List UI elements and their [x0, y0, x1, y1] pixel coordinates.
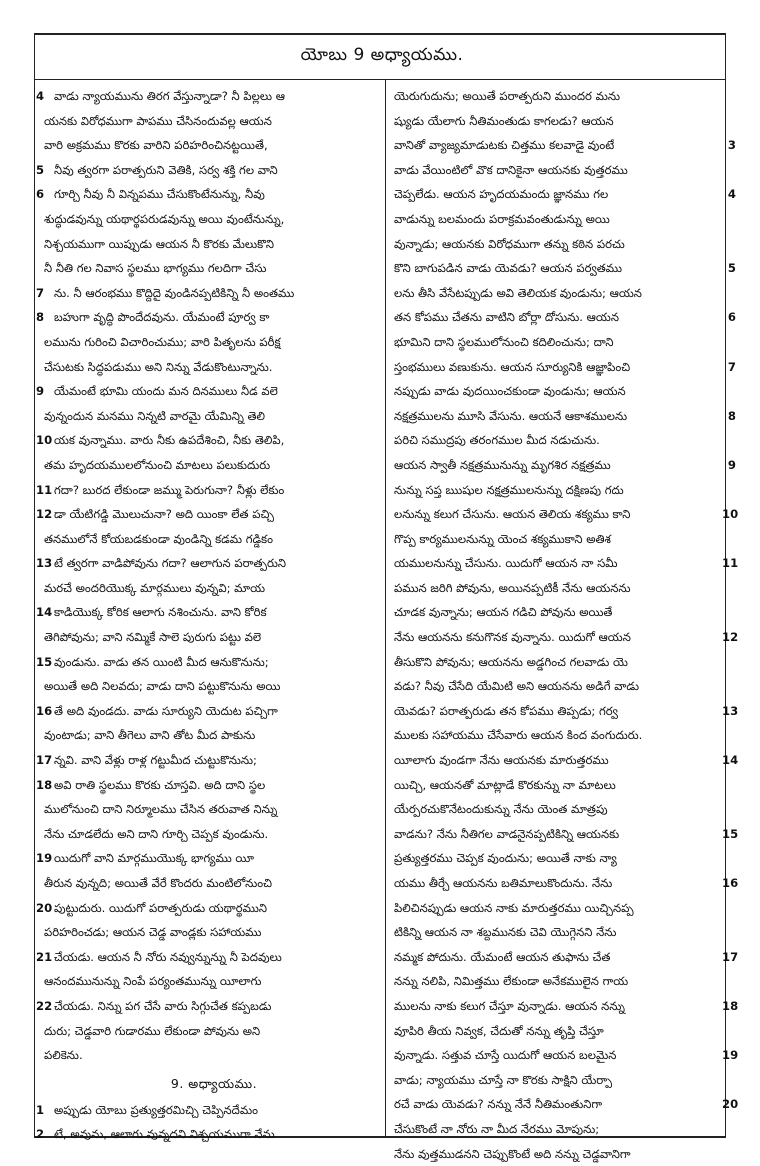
text-line [394, 256, 734, 281]
text-line [394, 133, 734, 158]
text-line [36, 748, 384, 773]
verse-number: 17 [722, 949, 739, 964]
line-text: లమును గురించి విచారించుము; వారి పితృలను పరీక్ష [44, 334, 281, 349]
line-text: చూడక వున్నాను; ఆయన గడిచి పోవును అయితే [394, 605, 613, 620]
line-text: చేయడు. నిన్ను పగ చేసే వారు సిగ్గుచేత కప్పబడు [54, 998, 272, 1013]
text-line [394, 281, 734, 306]
line-text: వాడను? నేను నీతిగల వాడనైనప్పటికిన్ని ఆయనకు [394, 826, 620, 841]
text-line [44, 797, 384, 822]
text-line [394, 330, 734, 355]
text-line [394, 502, 739, 527]
text-line [394, 674, 734, 699]
verse-number: 3 [727, 138, 736, 153]
line-text: పిలిచినప్పుడు ఆయన నాకు మారుత్తరము యిచ్చినప్ప [394, 900, 634, 915]
text-line [36, 379, 384, 404]
line-text: తీసుకొని పోవును; ఆయనను అడ్డగించ గలవాడు యె [394, 654, 628, 669]
line-text: చేసుటకు సిద్ధపడుము అని నిన్ను వేడుకొంటున్నాను. [44, 359, 273, 374]
line-text: ప్రత్యుత్తరము చెప్పక వుందును; అయితే నాకు న్యా [394, 851, 617, 866]
text-line [394, 1142, 734, 1166]
line-text: యనకు విరోధముగా పాపము చేసినందువల్ల ఆయన [44, 113, 272, 128]
line-text: నున్ను సప్త ఋషుల నక్షత్రములనున్ను దక్షిణపు గదు [394, 482, 624, 497]
line-text: నప్పుడు వాడు వుదయించకుండా వుండును; ఆయన [394, 384, 626, 399]
verse-number: 10 [36, 433, 53, 448]
line-text: తే అది వుండదు. వాడు సూర్యుని యెదుట పచ్చిగా [54, 703, 278, 718]
text-line [44, 355, 384, 380]
verse-number: 12 [36, 507, 53, 522]
text-line [36, 650, 384, 675]
text-line [394, 600, 734, 625]
line-text: నమ్మక పోదును. యేమంటే ఆయన తుఫాను చేత [394, 949, 611, 964]
text-line [394, 846, 734, 871]
text-line [44, 871, 384, 896]
line-text: కొని బాగుపడిన వాడు యెవడు? ఆయన పర్వతము [394, 261, 623, 276]
verse-number: 4 [727, 187, 736, 202]
header-rule [34, 79, 726, 80]
text-line [394, 1019, 734, 1044]
verse-number: 5 [36, 162, 45, 177]
verse-number: 19 [36, 851, 53, 866]
text-line [394, 379, 734, 404]
verse-number: 20 [36, 900, 53, 915]
line-text: ములను నాకు కలుగ చేస్తూ వున్నాడు. ఆయన నన్ను [394, 998, 625, 1013]
verse-number: 17 [36, 753, 53, 768]
line-text: పమున జరిగి పోవును, అయినప్పటికీ నేను ఆయనను [394, 580, 631, 595]
line-text: యీలాగు వుండగా నేను ఆయనకు మారుత్తరము [394, 753, 609, 768]
verse-number: 13 [722, 703, 739, 718]
line-text: దురు; చెడ్డవారి గుడారము లేకుండా పోవును అని [44, 1023, 261, 1038]
line-text: యెరుగుదును; అయితే పరాత్పరుని ముందర మను [394, 89, 621, 103]
line-text: ను. నీ ఆరంభము కొద్దిదై వుండినప్పటికిన్ని నీ అంతము [54, 285, 295, 300]
verse-number: 8 [36, 310, 45, 325]
verse-number: 4 [36, 89, 45, 103]
text-line [394, 1043, 739, 1068]
line-text: డా యేటిగడ్డి మొలుచునా? అది యింకా లేత పచ్చి [54, 507, 274, 522]
line-text: టే, అవును, ఆలాగు వున్నదని నిశ్చయముగా నేను [54, 1127, 275, 1142]
text-line [36, 551, 384, 576]
line-text: తీరున వున్నది; అయితే వేరే కొందరు మంటిలోనుంచి [44, 876, 272, 890]
line-text: అవి రాతి స్థలము కొరకు చూస్తవి. అది దాని స్థల [54, 777, 266, 792]
left-column [36, 84, 384, 1147]
text-line [44, 920, 384, 945]
verse-number: 5 [727, 261, 736, 276]
verse-number: 1 [36, 1102, 45, 1117]
text-line [36, 281, 384, 306]
text-line [394, 84, 734, 109]
verse-number: 6 [727, 310, 736, 325]
line-text: గొప్ప కార్యములనున్ను యెంచ శక్యముకాని అతిశ [394, 531, 611, 546]
line-text: వూపిరి తీయ నివ్వక, చేదుతో నన్ను తృప్తి చేస్తూ [394, 1023, 604, 1038]
text-line [36, 699, 384, 724]
line-text: యేమంటే భూమి యందు మన దినములు నీడ వలె [54, 384, 278, 399]
verse-number: 18 [36, 777, 53, 792]
line-text: ములకు సహాయము చేసేవారు ఆయన కింద వంగుదురు. [394, 728, 643, 743]
column-divider [385, 80, 386, 1136]
verse-number: 9 [36, 384, 45, 399]
text-line [44, 133, 384, 158]
line-text: పరిహరించడు; ఆయన చెడ్డ వాండ్లకు సహాయము [44, 925, 262, 940]
text-line [44, 527, 384, 552]
line-text: భూమిని దాని స్థలములోనుంచి కదిలించును; దాని [394, 334, 614, 349]
text-line [36, 1098, 384, 1123]
text-line [36, 846, 384, 871]
text-line [394, 576, 734, 601]
verse-number: 15 [36, 654, 53, 669]
text-line [36, 1122, 384, 1147]
text-line [36, 773, 384, 798]
text-line [44, 1019, 384, 1044]
verse-number: 10 [722, 507, 739, 522]
line-text: యేర్పరచుకొనేటందుకున్ను నేను యెంత మాత్రపు [394, 802, 608, 817]
line-text: నక్షత్రములను మూసి వేసును. ఆయనే ఆకాశములను [394, 408, 628, 423]
line-text: వున్నాడు; ఆయనకు విరోధముగా తన్ను కఠిన పరచు [394, 236, 625, 251]
top-border [34, 33, 726, 35]
verse-number: 13 [36, 556, 53, 571]
text-line [394, 994, 739, 1019]
line-text: స్తంభములు వణుకును. ఆయన సూర్యునికి ఆజ్ఞాపించి [394, 359, 631, 374]
line-text: అప్పుడు యోబు ప్రత్యుత్తరమిచ్చి చెప్పినదేమం [54, 1102, 259, 1117]
line-text: నేను వుత్తముడనని చెప్పుకొంటే అది నన్ను చెడ్డవానిగా [394, 1146, 631, 1161]
text-line [44, 207, 384, 232]
text-line [44, 822, 384, 847]
verse-number: 9 [727, 457, 736, 472]
text-line [36, 945, 384, 970]
line-text: చెప్పలేడు. ఆయన హృదయమందు జ్ఞానము గల [394, 187, 609, 202]
verse-number: 8 [727, 408, 736, 423]
text-line [394, 920, 734, 945]
line-text: లను తీసి వేసేటప్పుడు అవి తెలియక వుండును; ఆయన [394, 285, 642, 300]
text-line [394, 945, 739, 970]
text-line [394, 1117, 734, 1142]
text-line [36, 428, 384, 453]
text-line [36, 478, 384, 503]
text-line [36, 600, 384, 625]
line-text: నీ నీతి గల నివాస స్థలము భాగ్యము గలదిగా చేసు [44, 261, 267, 276]
text-line [44, 723, 384, 748]
line-text: తమ హృదయములలోనుంచి మాటలు పలుకుదురు [44, 457, 271, 472]
verse-number: 6 [36, 187, 45, 202]
line-text: వున్నాడు. సత్తువ చూస్తే యిదుగో ఆయన బలమైన [394, 1048, 617, 1063]
line-text: యిదుగో వాని మార్గముయొక్క భాగ్యము యీ [54, 851, 255, 866]
text-line [394, 797, 734, 822]
line-text: వున్నందున మనము నిన్నటి వారమై యేమిన్ని తెలి [44, 408, 266, 423]
text-line [394, 748, 739, 773]
verse-number: 11 [722, 556, 739, 571]
text-line [394, 650, 734, 675]
text-line [44, 674, 384, 699]
line-text: మరచే అందరియొక్క మార్గములు వున్నవి; మాయ [44, 580, 266, 595]
verse-number: 16 [36, 703, 53, 718]
line-text: పరిచి సముద్రపు తరంగముల మీద నడుచును. [394, 433, 600, 448]
verse-number: 22 [36, 998, 53, 1013]
line-text: లనున్ను కలుగ చేసును. ఆయన తెలియ శక్యము కాని [394, 507, 631, 522]
verse-number: 16 [722, 876, 739, 890]
text-line [36, 182, 384, 207]
line-text: బహుగా వృద్ధి పొందేదవును. యేమంటే పూర్వ కా [54, 310, 270, 325]
text-line [44, 576, 384, 601]
right-text-block [394, 84, 739, 1166]
text-line [394, 182, 734, 207]
line-text: తనములోనే కోయబడకుండా వుండిన్ని కడమ గడ్డికం [44, 531, 273, 546]
verse-number: 14 [722, 753, 739, 768]
text-line [44, 330, 384, 355]
left-text-block [36, 84, 384, 1068]
line-text: నేను ఆయనను కనుగొనక వున్నాను. యిదుగో ఆయన [394, 630, 631, 645]
verse-number: 11 [36, 482, 53, 497]
text-line [394, 207, 734, 232]
verse-number: 14 [36, 605, 53, 620]
left-border [34, 33, 35, 1138]
text-line [44, 404, 384, 429]
line-text: వాడు; న్యాయము చూస్తే నా కొరకు సాక్షిని యేర్పా [394, 1072, 613, 1087]
text-line [36, 84, 384, 109]
line-text: గూర్చి నీవు నీ విన్నపము చేసుకొంటేనున్ను, నీవు [54, 187, 265, 202]
line-text: చేసుకొంటే నా నోరు నా మీద నేరము మోపును; [394, 1121, 600, 1136]
line-text: వానితో వ్యాజ్యమాడుటకు చిత్తము కలవాడై వుంటే [394, 138, 615, 153]
text-line [44, 1043, 384, 1068]
verse-number: 18 [722, 998, 739, 1013]
text-line [394, 453, 734, 478]
text-line [394, 305, 734, 330]
line-text: గదా? బురద లేకుండా జమ్ము పెరుగునా? నీళ్లు లేకుం [54, 482, 285, 497]
line-text: వారి అక్రమము కొరకు వారిని పరిహరించినట్టయితే, [44, 138, 268, 153]
text-line [36, 158, 384, 183]
line-text: నన్ను నలిపి, నిమిత్తము లేకుండా అనేకములైన గాయ [394, 974, 629, 989]
page-title: యోబు 9 అధ్యాయము. [300, 45, 464, 65]
line-text: వాడు వేయింటిలో వొక దానికైనా ఆయనకు వుత్తరము [394, 162, 628, 177]
text-line [394, 158, 734, 183]
verse-number: 12 [722, 630, 739, 645]
line-text: యక వున్నాము. వారు నీకు ఉపదేశించి, నీకు తెలిపి, [54, 433, 285, 448]
text-line [394, 822, 739, 847]
text-line [36, 502, 384, 527]
left-text-block-after [36, 1098, 384, 1147]
line-text: న్నవి. వాని వేళ్లు రాళ్ల గట్టుమీద చుట్టుకొనును; [54, 753, 257, 768]
verse-number: 20 [722, 1097, 739, 1112]
text-line [394, 428, 734, 453]
text-line [394, 1068, 734, 1093]
text-line [394, 109, 734, 134]
text-line [44, 232, 384, 257]
text-line [44, 969, 384, 994]
line-text: నీవు త్వరగా పరాత్పరుని వెతికి, సర్వ శక్తి గల వాని [54, 162, 278, 177]
text-line [394, 232, 734, 257]
line-text: వుంటాడు; వాని తీగెలు వాని తోట మీద పాకును [44, 728, 256, 743]
line-text: నిశ్చయముగా యిప్పుడు ఆయన నీ కొరకు మేలుకొని [44, 236, 274, 251]
line-text: తన కోపము చేతను వాటిని బోర్లా దోసును. ఆయన [394, 310, 619, 325]
line-text: వుండును. వాడు తన యింటి మీద ఆనుకొనును; [54, 654, 269, 669]
chapter-heading: 9. అధ్యాయము. [170, 1075, 258, 1091]
text-line [394, 355, 734, 380]
line-text: ఆయన స్వాతీ నక్షత్రమునున్ను మృగశిర నక్షత్రము [394, 457, 611, 472]
verse-number: 7 [727, 359, 736, 374]
line-text: పుట్టుదురు. యిదుగో పరాత్పరుడు యథార్థముని [54, 900, 268, 915]
text-line [394, 404, 734, 429]
line-text: ష్యుడు యేలాగు నీతిమంతుడు కాగలడు? ఆయన [394, 113, 614, 128]
line-text: శుద్ధుడవున్ను యథార్థపరుడవున్ను అయి వుంటేనున్ను, [44, 211, 285, 226]
line-text: యములనున్ను చేసును. యిదుగో ఆయన నా సమీ [394, 556, 618, 571]
verse-number: 7 [36, 285, 45, 300]
line-text: ఆనందమునున్ను నింపే పర్యంతమున్ను యీలాగు [44, 974, 262, 989]
line-text: అయితే అది నిలవదు; వాడు దాని పట్టుకొనును అయి [44, 679, 281, 694]
line-text: పలికెను. [44, 1048, 83, 1063]
line-text: ములోనుంచి దాని నిర్మూలము చేసిన తరువాత నిన్ను [44, 802, 278, 817]
line-text: తెగిపోవును; వాని నమ్మికే సాలె పురుగు పట్టు వలె [44, 630, 262, 645]
page-header [38, 37, 726, 77]
right-column [394, 84, 739, 1166]
line-text: టికిన్ని ఆయన నా శబ్దమునకు చెవి యొగ్గెనని నేను [394, 925, 617, 940]
line-text: టే త్వరగా వాడిపోవును గదా? ఆలాగున పరాత్పరుని [54, 556, 286, 571]
text-line [36, 896, 384, 921]
text-line [394, 551, 739, 576]
text-line [394, 896, 734, 921]
text-line [36, 994, 384, 1019]
text-line [394, 871, 739, 896]
text-line [394, 773, 734, 798]
text-line [394, 1092, 739, 1117]
line-text: రచే వాడు యెవడు? నన్ను నేనే నీతిమంతునిగా [394, 1097, 603, 1112]
verse-number: 21 [36, 949, 53, 964]
line-text: చేయడు. ఆయన నీ నోరు నవ్వున్నున్ను నీ పెదవులు [54, 949, 282, 964]
text-line [394, 723, 734, 748]
line-text: వాడున్ను బలమందు పరాక్రమవంతుడున్ను అయి [394, 211, 610, 226]
text-line [394, 699, 739, 724]
line-text: కాడియొక్క కోరిక ఆలాగు నశించును. వాని కోరిక [54, 605, 267, 620]
text-line [44, 453, 384, 478]
verse-number: 2 [36, 1127, 45, 1142]
text-line [394, 625, 739, 650]
text-line [36, 305, 384, 330]
line-text: యెవడు? పరాత్పరుడు తన కోపము తిప్పడు; గర్వ [394, 703, 618, 718]
text-line [44, 256, 384, 281]
line-text: యము తీర్చే ఆయనను బతిమాలుకొందును. నేను [394, 876, 613, 890]
text-line [394, 478, 734, 503]
line-text: వాడు న్యాయమును తిరగ వేస్తున్నాడా? నీ పిల్లలు ఆ [54, 89, 285, 103]
text-line [394, 969, 734, 994]
verse-number: 15 [722, 826, 739, 841]
text-line [44, 625, 384, 650]
line-text: వడు? నీవు చేసేది యేమిటి అని ఆయనను అడిగే వాడు [394, 679, 639, 694]
line-text: యిచ్చి, ఆయనతో మాట్లాడే కొరకున్ను నా మాటలు [394, 777, 616, 792]
verse-number: 19 [722, 1048, 739, 1063]
text-line [394, 527, 734, 552]
line-text: నేను చూడలేదు అని దాని గూర్చి చెప్పక వుండును. [44, 826, 269, 841]
text-line [44, 109, 384, 134]
